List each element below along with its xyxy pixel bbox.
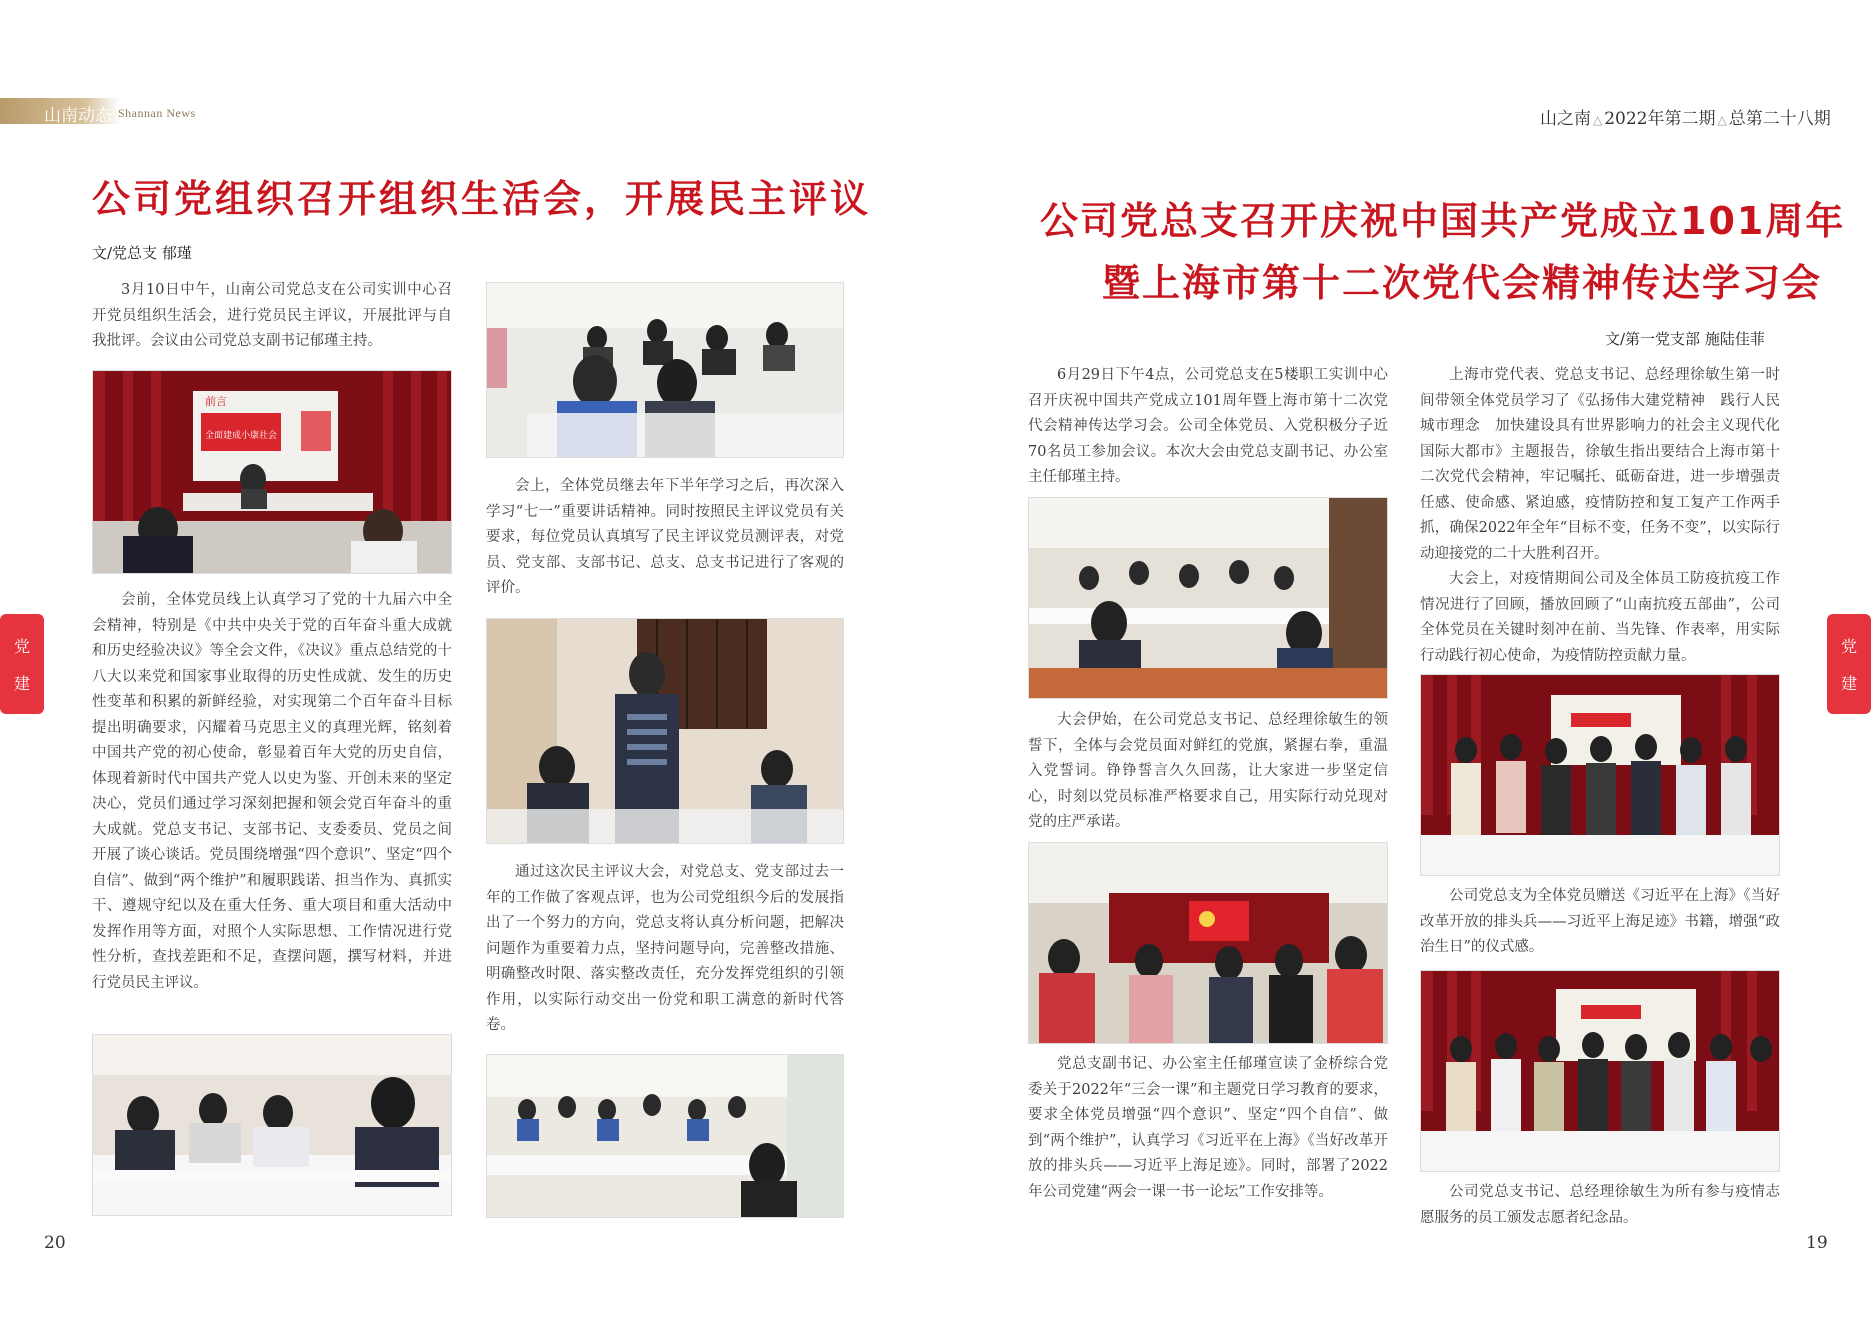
right-paragraph-1: 6月29日下午4点，公司党总支在5楼职工实训中心召开庆祝中国共产党成立101周年暨上海市第十二次党代会精神传达学习会。公司全体党员、入党积极分子近70名员工参加会议。本次大会由党总支副书记、办公室主任郁瑾主持。 [1028,367,1388,485]
right-paragraph-4: 上海市党代表、党总支书记、总经理徐敏生第一时间带领全体党员学习了《弘扬伟大建党精神 践行人民城市理念 加快建设具有世界影响力的社会主义现代化国际大都市》主题报告，徐敏生指出要结合上海市第十二次党代会精神，牢记嘱托、砥砺奋进，进一步增强责任感、使命感、紧迫感，疫情防控和复工复产工作两手抓，确保2022年全年“目标不变，任务不变”，以实际行动迎接党的二十大胜利召开。 [1420,367,1780,562]
page-number-right: 19 [1806,1233,1828,1253]
left-section-tab: 党 建 [0,614,44,714]
right-photo-meeting-hall [1028,497,1388,699]
left-paragraph-1: 3月10日中午，山南公司党总支在公司实训中心召开党员组织生活会，进行党员民主评议，开展批评与自我批评。会议由公司党总支副书记郁瑾主持。 [92,282,452,349]
issue-magazine: 山之南 [1540,109,1591,129]
page-number-left: 20 [44,1233,66,1253]
right-photo-book-gift [1420,674,1780,876]
right-article-byline: 文/第一党支部 施陆佳菲 [1605,330,1765,348]
right-photo-oath [1028,842,1388,1044]
left-paragraph-3: 会上，全体党员继去年下半年学习之后，再次深入学习“七一”重要讲话精神。同时按照民主评议党员有关要求，每位党员认真填写了民主评议党员测评表，对党员、党支部、支部书记、总支、总支书记进行了客观的评价。 [486,478,844,596]
left-photo-screen-meeting [92,370,452,574]
right-article-title-line1: 公司党总支召开庆祝中国共产党成立101周年 [1040,199,1846,243]
section-name: 山南动态 [44,106,112,126]
right-section-tab: 党 建 [1827,614,1871,714]
screen-preface-text: 前言 [205,395,227,408]
right-caption-2: 公司党总支书记、总经理徐敏生为所有参与疫情志愿服务的员工颁发志愿者纪念品。 [1420,1184,1780,1226]
right-paragraph-2: 大会伊始，在公司党总支书记、总经理徐敏生的领誓下，全体与会党员面对鲜红的党旗，紧握右拳，重温入党誓词。铮铮誓言久久回荡，让大家进一步坚定信心，时刻以党员标准严格要求自己，用实际行动兑现对党的庄严承诺。 [1028,712,1388,830]
left-photo-writing [92,1034,452,1216]
right-article-title-line2: 暨上海市第十二次党代会精神传达学习会 [1102,261,1823,305]
right-paragraph-5: 大会上，对疫情期间公司及全体员工防疫抗疫工作情况进行了回顾，播放回顾了“山南抗疫五部曲”，公司全体党员在关键时刻冲在前、当先锋、作表率，用实际行动践行初心使命，为疫情防控贡献力量。 [1420,571,1780,664]
right-photo-volunteer-award [1420,970,1780,1172]
issue-number: 2022年第二期 [1604,109,1716,129]
left-paragraph-4: 通过这次民主评议大会，对党总支、党支部过去一年的工作做了客观点评，也为公司党组织今后的发展指出了一个努力的方向，党总支将认真分析问题，把解决问题作为重要着力点，坚持问题导向，完善整改措施、明确整改时限、落实整改责任，充分发挥党组织的引领作用，以实际行动交出一份党和职工满意的新时代答卷。 [486,864,844,1033]
screen-slogan-text: 全面建成小康社会 [205,431,278,441]
issue-total: 总第二十八期 [1728,109,1831,129]
left-article-byline: 文/党总支 郁瑾 [92,244,192,262]
left-paragraph-2: 会前，全体党员线上认真学习了党的十九届六中全会精神，特别是《中共中央关于党的百年奋斗重大成就和历史经验决议》等全会文件，《决议》重点总结党的十八大以来党和国家事业取得的历史性成就、发生的历史性变革和积累的新鲜经验，对实现第二个百年奋斗目标提出明确要求，闪耀着马克思主义的真理光辉，铭刻着中国共产党的初心使命，彰显着百年大党的历史自信，体现着新时代中国共产党人以史为鉴、开创未来的坚定决心，党员们通过学习深刻把握和领会党百年奋斗的重大成就。党总支书记、支部书记、支委委员、党员之间开展了谈心谈话。党员围绕增强“四个意识”、坚定“四个自信”、做到“两个维护”和履职践诺、担当作为、真抓实干、遵规守纪以及在重大任务、重大项目和重大活动中发挥作用等方面，对照个人实际思想、工作情况进行党性分析，查找差距和不足，查摆问题，撰写材料，并进行党员民主评议。 [92,592,452,991]
left-article-title: 公司党组织召开组织生活会，开展民主评议 [92,177,872,221]
issue-info: 山之南 △ 2022年第二期 △ 总第二十八期 [1540,109,1831,129]
right-paragraph-3: 党总支副书记、办公室主任郁瑾宣读了金桥综合党委关于2022年“三会一课”和主题党日学习教育的要求，要求全体党员增强“四个意识”、坚定“四个自信”、做到“两个维护”，认真学习《习近平在上海》《当好改革开放的排头兵——习近平上海足迹》。同时，部署了2022年公司党建“两会一课一书一论坛”工作安排等。 [1028,1056,1388,1200]
left-photo-classroom-wide [486,1054,844,1218]
right-caption-1: 公司党总支为全体党员赠送《习近平在上海》《当好改革开放的排头兵——习近平上海足迹》书籍，增强“政治生日”的仪式感。 [1420,888,1780,955]
left-photo-classroom [486,282,844,458]
section-name-en: Shannan News [118,106,196,120]
left-photo-speaker [486,618,844,844]
